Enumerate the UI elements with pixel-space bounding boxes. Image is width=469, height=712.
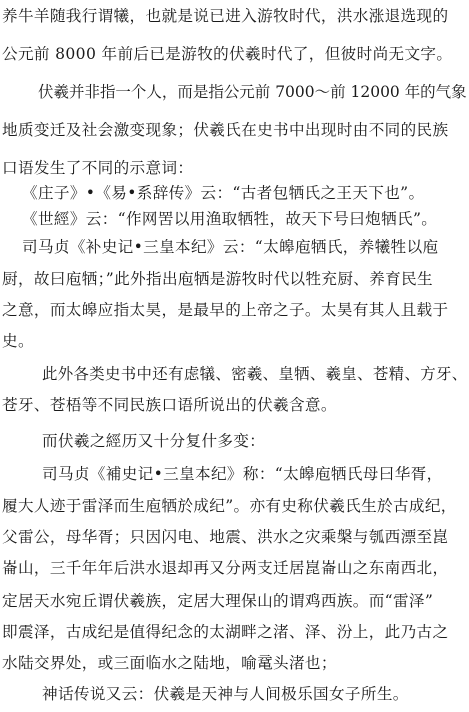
text-line-15: 司马贞《補史记•三皇本纪》称：“太皞庖牺氏母曰华胥，: [42, 465, 443, 483]
text-line-14: 而伏羲之經历又十分复什多变：: [42, 432, 266, 450]
text-line-20: 即震泽，古成纪是值得纪念的太湖畔之渚、泽、汾上，此乃古之: [2, 623, 449, 641]
text-line-11: 史。: [2, 332, 34, 350]
text-line-9: 厨，故曰庖牺；”此外指出庖牺是游牧时代以牲充厨、养育民生: [2, 270, 434, 288]
text-line-12: 此外各类史书中还有虑犠、密羲、皇牺、羲皇、苍精、方牙、: [42, 365, 468, 383]
text-line-1: 养牛羊随我行谓犧，也就是说已进入游牧时代，洪水涨退选现的: [2, 7, 449, 25]
text-line-7: 《世經》云：“作网罟以用渔取牺牲，故天下号曰炮牺氏”。: [22, 210, 438, 228]
text-line-17: 父雷公，母华胥；只因闪电、地震、洪水之灾乘槃与瓠西漂至崑: [2, 528, 449, 546]
text-line-22: 神话传说又云：伏羲是天神与人间极乐国女子所生。: [42, 685, 409, 703]
text-line-16: 履大人迹于雷泽而生庖牺於成纪”。亦有史称伏羲氏生於古成纪，: [2, 497, 457, 515]
text-line-8: 司马贞《补史记•三皇本纪》云：“太皞庖牺氏，养犧牲以庖: [22, 238, 439, 256]
text-line-6: 《庄子》•《易•系辞传》云：“古者包牺氏之王天下也”。: [22, 184, 425, 202]
text-line-5: 口语发生了不同的示意词：: [2, 159, 194, 177]
text-line-21: 水陆交界处，或三面临水之陆地，喻鼋头渚也；: [2, 654, 337, 672]
text-line-10: 之意，而太皞应指太昊，是最早的上帝之子。太昊有其人且载于: [2, 301, 449, 319]
text-line-13: 苍牙、苍梧等不同民族口语所说出的伏羲含意。: [2, 396, 337, 414]
text-line-4: 地质变迁及社会激变现象；伏羲氏在史书中出现时由不同的民族: [2, 121, 449, 139]
text-line-19: 定居天水宛丘谓伏羲族，定居大理保山的谓鸡西族。而“雷泽”: [2, 592, 434, 610]
text-line-18: 崙山，三千年年后洪水退却再又分两支迁居崑崙山之东南西北，: [2, 559, 449, 577]
text-line-3: 伏羲并非指一个人，而是指公元前 7000～前 12000 年的气象: [38, 83, 467, 101]
text-line-2: 公元前 8000 年前后已是游牧的伏羲时代了，但彼时尚无文字。: [2, 45, 453, 63]
